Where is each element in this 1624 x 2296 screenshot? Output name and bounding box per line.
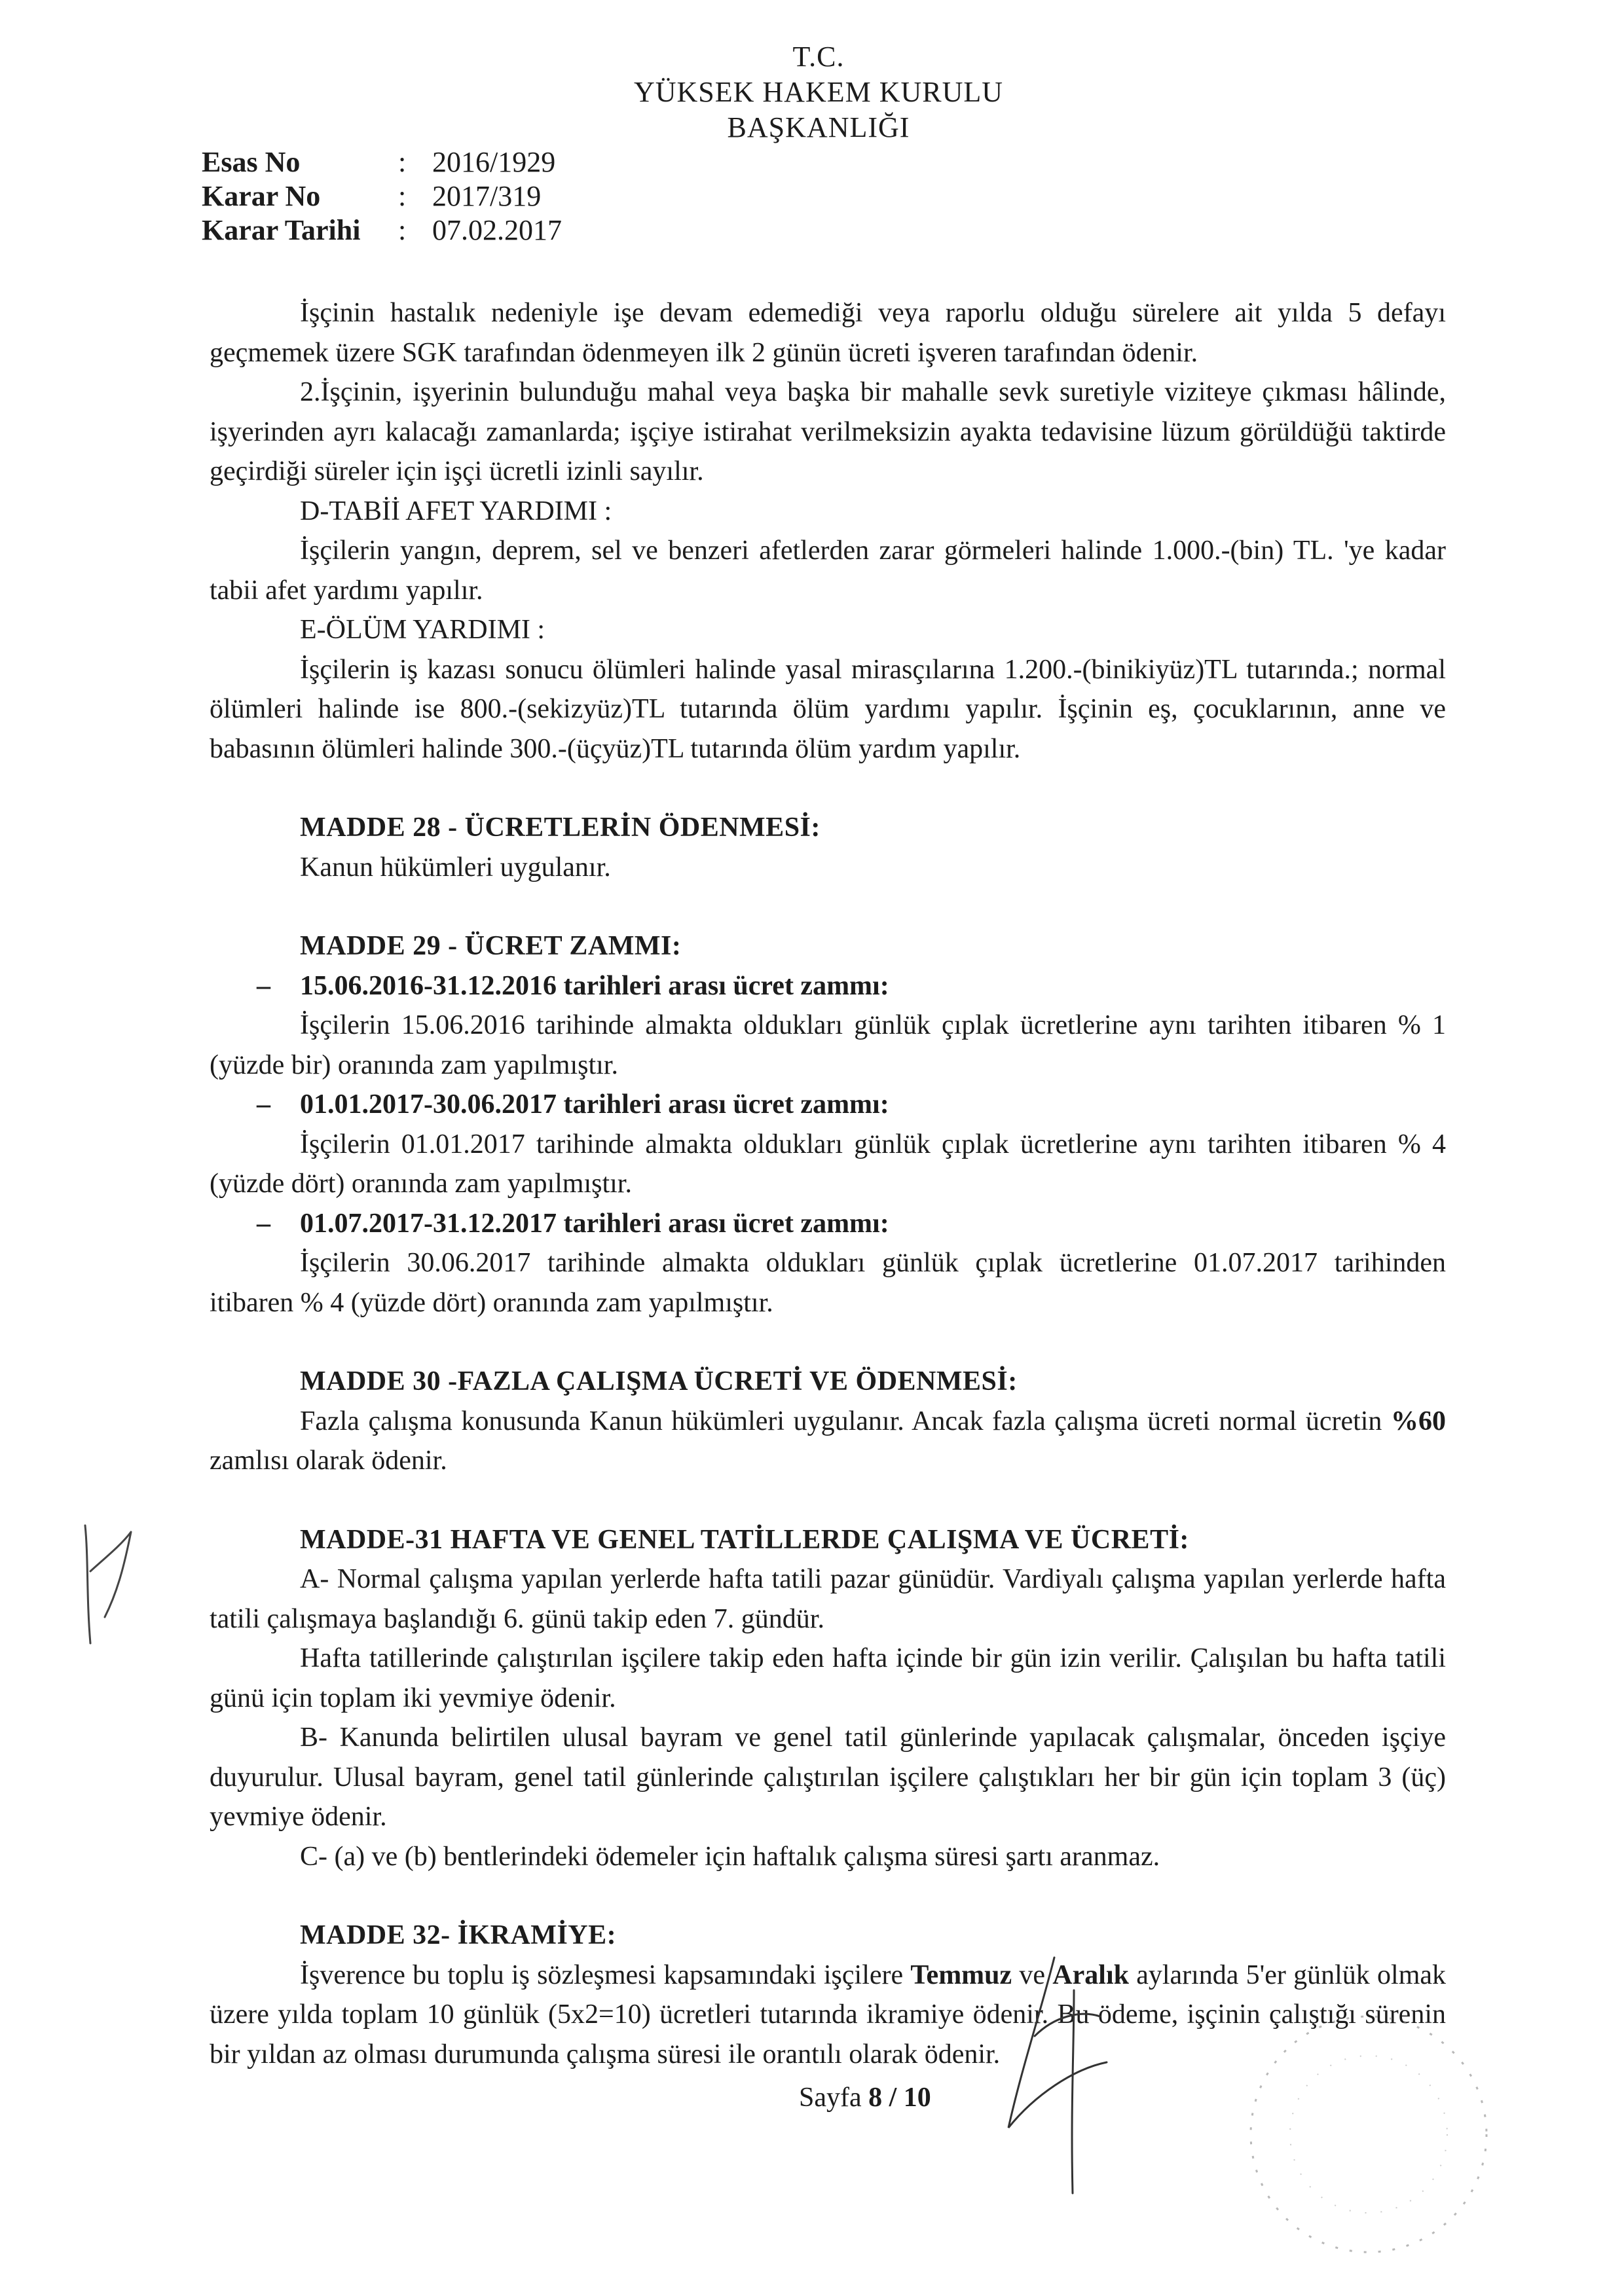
spacer: [210, 1876, 1446, 1916]
article-31-title: MADDE-31 HAFTA VE GENEL TATİLLERDE ÇALIŞMA VE ÜCRETİ:: [300, 1524, 1189, 1555]
paragraph-disaster-aid: İşçilerin yangın, deprem, sel ve benzeri afetlerden zarar görmeleri halinde 1.000.-(bin) TL. 'ye kadar tabii afet yardımı yapılır.: [210, 536, 1446, 606]
meta-value: 2016/1929: [432, 146, 556, 178]
month-december: Aralık: [1052, 1959, 1129, 1990]
handwritten-initials: [995, 1938, 1139, 2219]
page-number: [799, 2082, 931, 2113]
article-31-clause-a-cont: Hafta tatillerinde çalıştırılan işçilere takip eden hafta içinde bir gün izin verilir. Çalışılan bu hafta tatili günü için toplam iki yevmiye ödenir.: [210, 1643, 1446, 1713]
meta-row-esas: [202, 145, 562, 179]
article-30-text-part: zamlısı olarak ödenir.: [210, 1446, 447, 1476]
case-metadata: [202, 145, 562, 247]
article-31-clause-a: A- Normal çalışma yapılan yerlerde hafta tatili pazar günüdür. Vardiyalı çalışma yapılan yerlerde hafta tatili çalışmaya başlandığı 6. günü takip eden 7. gündür.: [210, 1564, 1446, 1634]
paragraph-death-aid: İşçilerin iş kazası sonucu ölümleri halinde yasal mirasçılarına 1.200.-(binikiyüz)TL tutarında.; normal ölümleri halinde ise 800.-(sekizyüz)TL tutarında ölüm yardımı yapılır. İşçinin eş, çocuklarının, anne ve babasının ölümleri halinde 300.-(üçyüz)TL tutarında ölüm yardım yapılır.: [210, 654, 1446, 764]
meta-row-karar-tarihi: [202, 213, 562, 247]
header-line-presidency: BAŞKANLIĞI: [727, 111, 910, 143]
meta-label: Karar No: [202, 180, 321, 212]
spacer: [210, 769, 1446, 808]
article-32-text-part: aylarında 5'er günlük olmak üzere yılda toplam 10 günlük (5x2=10) ücretleri tutarında ikramiye ödenir. Bu ödeme, işçinin çalıştığı sürenin bir yıldan az olması durumunda çalışma süresi ile orantılı olarak ödenir.: [210, 1959, 1446, 2069]
article-32-title: MADDE 32- İKRAMİYE:: [300, 1920, 617, 1950]
meta-colon: :: [398, 146, 407, 178]
raise-period-3-label: 01.07.2017-31.12.2017 tarihleri arası ücret zammı:: [300, 1208, 889, 1239]
article-28-text: Kanun hükümleri uygulanır.: [300, 852, 611, 883]
document-header: [583, 39, 1054, 145]
meta-colon: :: [398, 214, 407, 246]
meta-value: 07.02.2017: [432, 214, 562, 246]
overtime-rate: %60: [1391, 1406, 1446, 1436]
spacer: [210, 1322, 1446, 1362]
article-31-clause-c: C- (a) ve (b) bentlerindeki ödemeler için haftalık çalışma süresi şartı aranmaz.: [300, 1841, 1160, 1872]
raise-period-1-text: İşçilerin 15.06.2016 tarihinde almakta oldukları günlük çıplak ücretlerine aynı tarihten itibaren % 1 (yüzde bir) oranında zam yapılmıştır.: [210, 1010, 1446, 1080]
document-body: [210, 293, 1446, 2074]
meta-row-karar: [202, 179, 562, 213]
raise-period-2-text: İşçilerin 01.01.2017 tarihinde almakta oldukları günlük çıplak ücretlerine aynı tarihten itibaren % 4 (yüzde dört) oranında zam yapılmıştır.: [210, 1129, 1446, 1199]
header-line-institution: YÜKSEK HAKEM KURULU: [633, 76, 1004, 108]
article-28-title: MADDE 28 - ÜCRETLERİN ÖDENMESİ:: [300, 812, 821, 843]
article-29-title: MADDE 29 - ÜCRET ZAMMI:: [300, 931, 682, 961]
meta-label: Esas No: [202, 146, 301, 178]
raise-period-1-label: 15.06.2016-31.12.2016 tarihleri arası ücret zammı:: [300, 970, 889, 1001]
raise-period-3-text: İşçilerin 30.06.2017 tarihinde almakta oldukları günlük çıplak ücretlerine 01.07.2017 tarihinden itibaren % 4 (yüzde dört) oranında zam yapılmıştır.: [210, 1248, 1446, 1318]
dash-bullet: –: [257, 1208, 270, 1239]
paragraph-visit-leave: 2.İşçinin, işyerinin bulunduğu mahal veya başka bir mahalle sevk suretiyle viziteye çıkması hâlinde, işyerinden ayrı kalacağı zamanlarda; işçiye istirahat verilmeksizin ayakta tedavisine lüzum görüldüğü taktirde geçirdiği süreler için işçi ücretli izinli sayılır.: [210, 377, 1446, 486]
article-30-text: [210, 1402, 1446, 1481]
spacer: [210, 887, 1446, 926]
dash-bullet: –: [257, 1089, 270, 1120]
section-title-death-aid: E-ÖLÜM YARDIMI :: [300, 615, 545, 645]
page-number-prefix: Sayfa: [799, 2083, 869, 2113]
article-30-title: MADDE 30 -FAZLA ÇALIŞMA ÜCRETİ VE ÖDENMESİ:: [300, 1366, 1018, 1396]
stamp-outline: [1231, 1997, 1506, 2272]
article-32-text-part: ve: [1012, 1959, 1053, 1990]
article-30-text-part: Fazla çalışma konusunda Kanun hükümleri uygulanır. Ancak fazla çalışma ücreti normal ücretin: [300, 1406, 1391, 1436]
meta-label: Karar Tarihi: [202, 214, 361, 246]
margin-handwritten-mark: [59, 1506, 151, 1676]
article-31-clause-b: B- Kanunda belirtilen ulusal bayram ve genel tatil günlerinde yapılacak çalışmalar, önceden işçiye duyurulur. Ulusal bayram, genel tatil günlerinde çalıştırılan işçilere çalıştıkları her bir gün için toplam 3 (üç) yevmiye ödenir.: [210, 1722, 1446, 1832]
article-32-text-part: İşverence bu toplu iş sözleşmesi kapsamındaki işçilere: [300, 1959, 911, 1990]
raise-period-1-title: [257, 966, 1446, 1006]
section-title-disaster-aid: D-TABİİ AFET YARDIMI :: [300, 496, 612, 526]
meta-value: 2017/319: [432, 180, 542, 212]
raise-period-3-title: [257, 1204, 1446, 1244]
meta-colon: :: [398, 180, 407, 212]
paragraph-sick-leave: İşçinin hastalık nedeniyle işe devam edemediği veya raporlu olduğu sürelere ait yılda 5 defayı geçmemek üzere SGK tarafından ödenmeyen ilk 2 günün ücreti işveren tarafından ödenir.: [210, 298, 1446, 368]
spacer: [210, 1481, 1446, 1520]
dash-bullet: –: [257, 970, 270, 1001]
raise-period-2-title: [257, 1085, 1446, 1125]
month-july: Temmuz: [910, 1959, 1012, 1990]
page-number-value: 8 / 10: [868, 2083, 931, 2113]
raise-period-2-label: 01.01.2017-30.06.2017 tarihleri arası ücret zammı:: [300, 1089, 889, 1120]
header-line-tc: T.C.: [792, 41, 845, 73]
